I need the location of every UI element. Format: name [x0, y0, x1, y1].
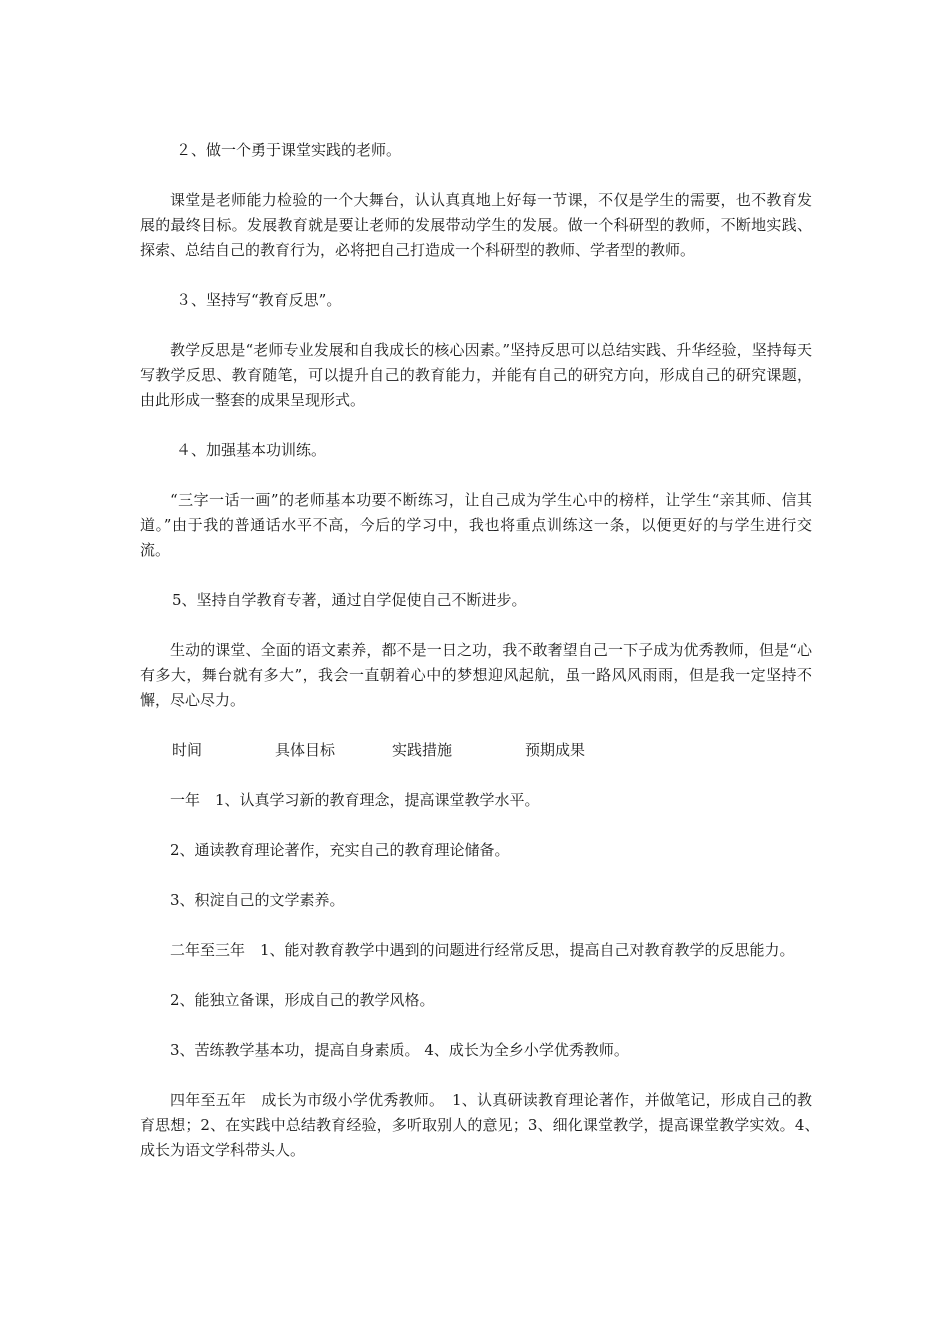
plan-year1-line2: 2、通读教育理论著作，充实自己的教育理论储备。 — [170, 841, 510, 859]
section-3-heading: ３、坚持写“教育反思”。 — [176, 291, 342, 309]
header-goal: 具体目标 — [275, 741, 336, 759]
plan-year23-line1: 二年至三年 1、能对教育教学中遇到的问题进行经常反思，提高自己对教育教学的反思能力。 — [170, 941, 795, 959]
header-outcome: 预期成果 — [525, 741, 586, 759]
plan-year1-line1: 一年 1、认真学习新的教育理念，提高课堂教学水平。 — [170, 791, 540, 809]
plan-table-header — [140, 738, 812, 763]
plan-year23-line3: 3、苦练教学基本功，提高自身素质。 4、成长为全乡小学优秀教师。 — [170, 1041, 629, 1059]
document-page — [140, 138, 828, 1163]
plan-year23-line2: 2、能独立备课，形成自己的教学风格。 — [170, 991, 435, 1009]
header-time: 时间 — [172, 741, 203, 759]
plan-year1-line3: 3、积淀自己的文学素养。 — [170, 891, 345, 909]
header-measures: 实践措施 — [392, 741, 453, 759]
plan-year45: 四年至五年 成长为市级小学优秀教师。 1、认真研读教育理论著作，并做笔记，形成自己的教育思想；2、在实践中总结教育经验，多听取别人的意见；3、细化课堂教学，提高课堂教学实效。4、 成长为语文学科带头人。 — [140, 1091, 828, 1159]
section-3-body: 教学反思是“老师专业发展和自我成长的核心因素。”坚持反思可以总结实践、升华经验，坚持每天写教学反思、教育随笔，可以提升自己的教育能力，并能有自己的研究方向，形成自己的研究课题，由此形成一整套的成果呈现形式。 — [140, 341, 812, 409]
section-5-heading: 5、坚持自学教育专著，通过自学促使自己不断进步。 — [172, 591, 527, 609]
section-5-body: 生动的课堂、全面的语文素养，都不是一日之功，我不敢奢望自己一下子成为优秀教师，但是“心有多大，舞台就有多大”，我会一直朝着心中的梦想迎风起航，虽一路风风雨雨，但是我一定坚持不懈，尽心尽力。 — [140, 641, 812, 709]
section-2-body: 课堂是老师能力检验的一个大舞台，认认真真地上好每一节课，不仅是学生的需要，也不教育发展的最终目标。发展教育就是要让老师的发展带动学生的发展。做一个科研型的教师，不断地实践、探索、总结自己的教育行为，必将把自己打造成一个科研型的教师、学者型的教师。 — [140, 191, 812, 259]
section-4-heading: ４、加强基本功训练。 — [176, 441, 327, 459]
section-4-body: “三字一话一画”的老师基本功要不断练习，让自己成为学生心中的榜样，让学生“亲其师、信其道。”由于我的普通话水平不高，今后的学习中，我也将重点训练这一条，以便更好的与学生进行交流。 — [140, 491, 812, 559]
section-2-heading: ２、做一个勇于课堂实践的老师。 — [176, 141, 402, 159]
